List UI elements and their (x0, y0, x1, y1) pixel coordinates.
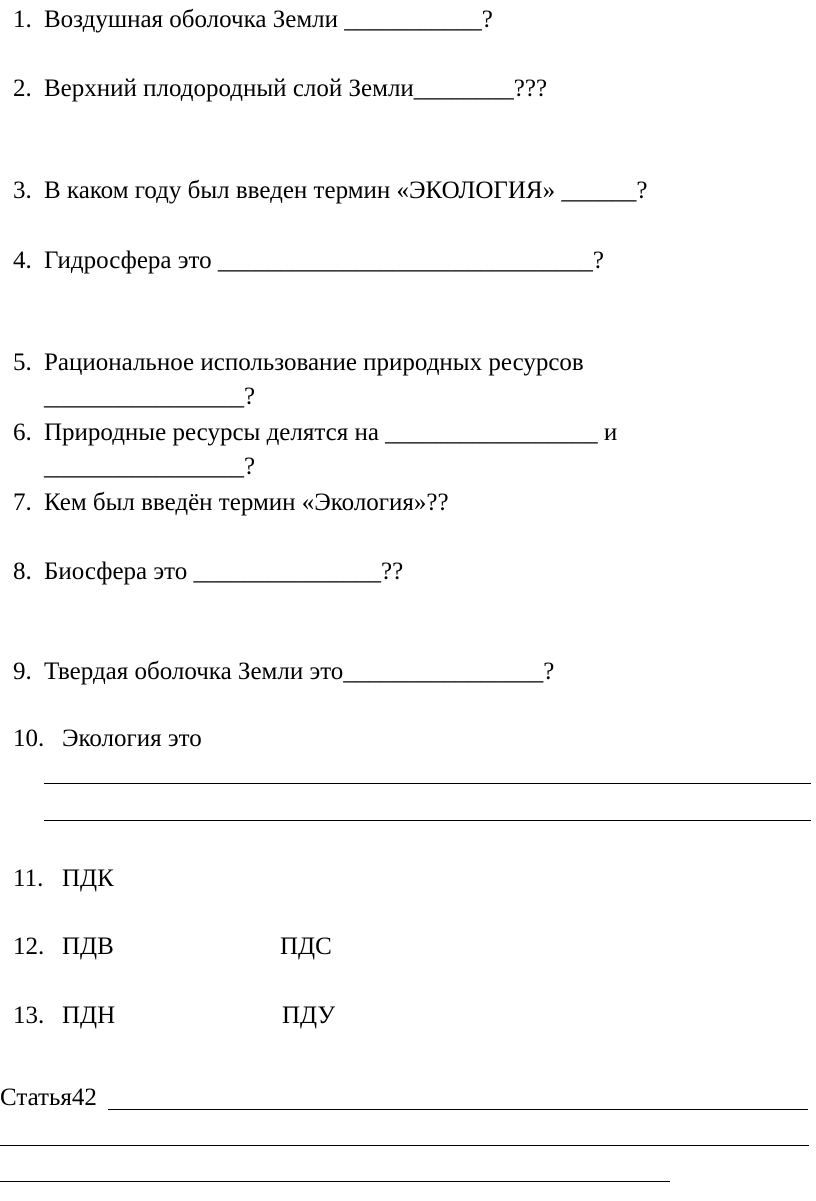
article-answer-line-2 (0, 1145, 809, 1146)
question-10-answer-line-2 (44, 820, 811, 821)
question-6-number: 6. (13, 419, 32, 446)
question-9-number: 9. (13, 658, 32, 685)
question-4-text: Гидросфера это ______________________________? (44, 247, 604, 274)
question-12-number: 12. (13, 933, 45, 960)
article-answer-line-3 (0, 1181, 670, 1182)
question-12-text: ПДВ (62, 933, 114, 960)
question-8-text: Биосфера это _______________?? (44, 558, 404, 585)
question-12-text-2: ПДС (280, 933, 332, 960)
question-2-number: 2. (13, 75, 32, 102)
question-7-text: Кем был введён термин «Экология»?? (44, 489, 449, 516)
question-11-text: ПДК (62, 865, 114, 892)
question-1-number: 1. (13, 6, 32, 33)
question-1-text: Воздушная оболочка Земли ___________? (44, 6, 493, 33)
question-4-number: 4. (13, 247, 32, 274)
question-6-text: Природные ресурсы делятся на _________________ и (44, 419, 618, 446)
article-label: Статья42 (0, 1084, 97, 1111)
question-5-number: 5. (13, 349, 32, 376)
question-3-number: 3. (13, 177, 32, 204)
question-2-text: Верхний плодородный слой Земли________??? (44, 75, 548, 102)
question-3-text: В каком году был введен термин «ЭКОЛОГИЯ» ______? (44, 177, 648, 204)
question-7-number: 7. (13, 489, 32, 516)
question-9-text: Твердая оболочка Земли это________________? (44, 658, 555, 685)
question-10-answer-line-1 (44, 783, 811, 784)
question-13-text-2: ПДУ (282, 1002, 336, 1029)
article-answer-line-1 (108, 1109, 808, 1110)
question-13-number: 13. (13, 1002, 45, 1029)
question-10-number: 10. (13, 725, 45, 752)
question-5-answer-line: ________________? (44, 383, 256, 410)
question-8-number: 8. (13, 558, 32, 585)
question-11-number: 11. (13, 865, 44, 892)
question-13-text: ПДН (62, 1002, 116, 1029)
question-6-answer-line: ________________? (44, 453, 256, 480)
question-10-text: Экология это (62, 725, 202, 752)
question-5-text: Рациональное использование природных ресурсов (44, 349, 584, 376)
